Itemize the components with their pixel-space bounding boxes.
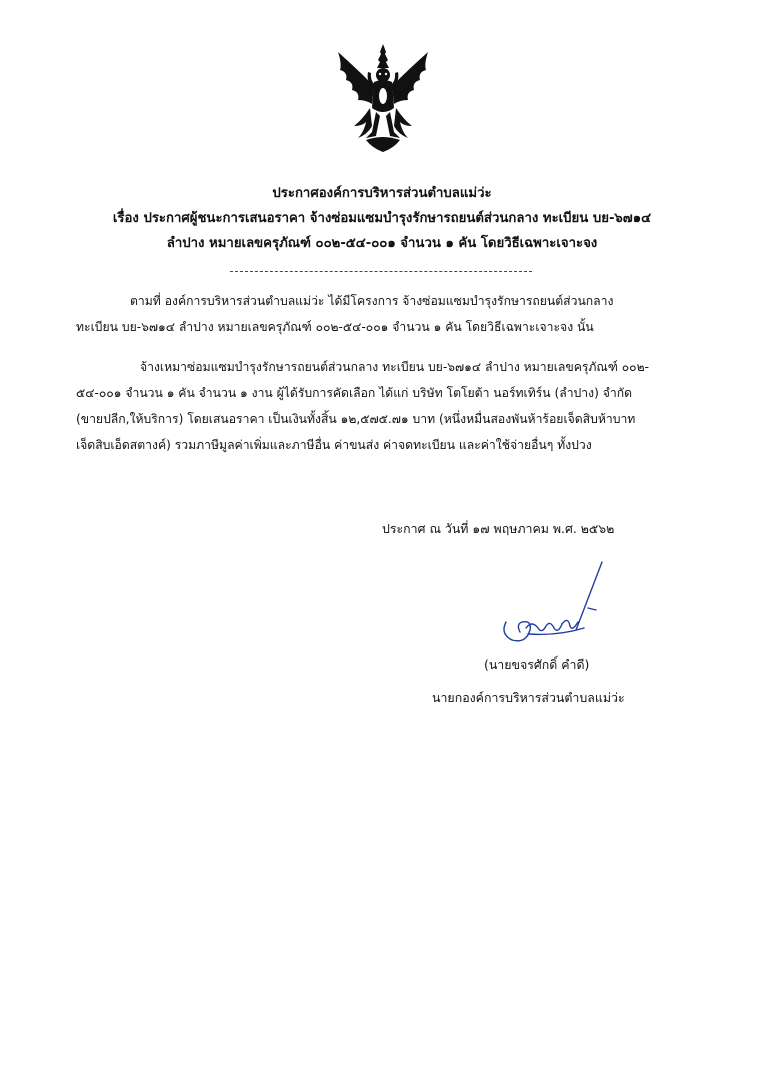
garuda-emblem-icon — [332, 42, 434, 154]
signer-title: นายกองค์การบริหารส่วนตำบลแม่ว่ะ — [432, 690, 625, 705]
signer-name: (นายขจรศักดิ์ คำดี) — [484, 657, 590, 672]
separator-line — [230, 271, 532, 272]
announcement-date: ประกาศ ณ วันที่ ๑๗ พฤษภาคม พ.ศ. ๒๕๖๒ — [382, 521, 615, 536]
body-line-4: ๕๔-๐๐๑ จำนวน ๑ คัน จำนวน ๑ งาน ผู้ได้รับการคัดเลือก ได้แก่ บริษัท โตโยต้า นอร์ทเทิร์น (ลำปาง) จำกัด — [76, 386, 632, 400]
body-line-3: จ้างเหมาซ่อมแซมบำรุงรักษารถยนต์ส่วนกลาง ทะเบียน บย-๖๗๑๔ ลำปาง หมายเลขครุภัณฑ์ ๐๐๒- — [140, 360, 650, 374]
handwritten-signature-icon — [498, 560, 610, 650]
body-line-6: เจ็ดสิบเอ็ดสตางค์) รวมภาษีมูลค่าเพิ่มและภาษีอื่น ค่าขนส่ง ค่าจดทะเบียน และค่าใช้จ่ายอื่นๆ ทั้งปวง — [76, 438, 592, 452]
body-line-5: (ขายปลีก,ให้บริการ) โดยเสนอราคา เป็นเงินทั้งสิ้น ๑๒,๕๗๕.๗๑ บาท (หนึ่งหมื่นสองพันห้าร้อยเจ็ดสิบห้าบาท — [76, 412, 636, 426]
document-subject: เรื่อง ประกาศผู้ชนะการเสนอราคา จ้างซ่อมแซมบำรุงรักษารถยนต์ส่วนกลาง ทะเบียน บย-๖๗๑๔ — [112, 211, 652, 226]
body-line-1: ตามที่ องค์การบริหารส่วนตำบลแม่ว่ะ ได้มีโครงการ จ้างซ่อมแซมบำรุงรักษารถยนต์ส่วนกลาง — [130, 294, 614, 308]
document-subject-continued: ลำปาง หมายเลขครุภัณฑ์ ๐๐๒-๕๔-๐๐๑ จำนวน ๑ คัน โดยวิธีเฉพาะเจาะจง — [166, 236, 598, 251]
body-line-2: ทะเบียน บย-๖๗๑๔ ลำปาง หมายเลขครุภัณฑ์ ๐๐๒-๕๔-๐๐๑ จำนวน ๑ คัน โดยวิธีเฉพาะเจาะจง นั้น — [76, 320, 594, 334]
document-title: ประกาศองค์การบริหารส่วนตำบลแม่ว่ะ — [272, 186, 492, 201]
